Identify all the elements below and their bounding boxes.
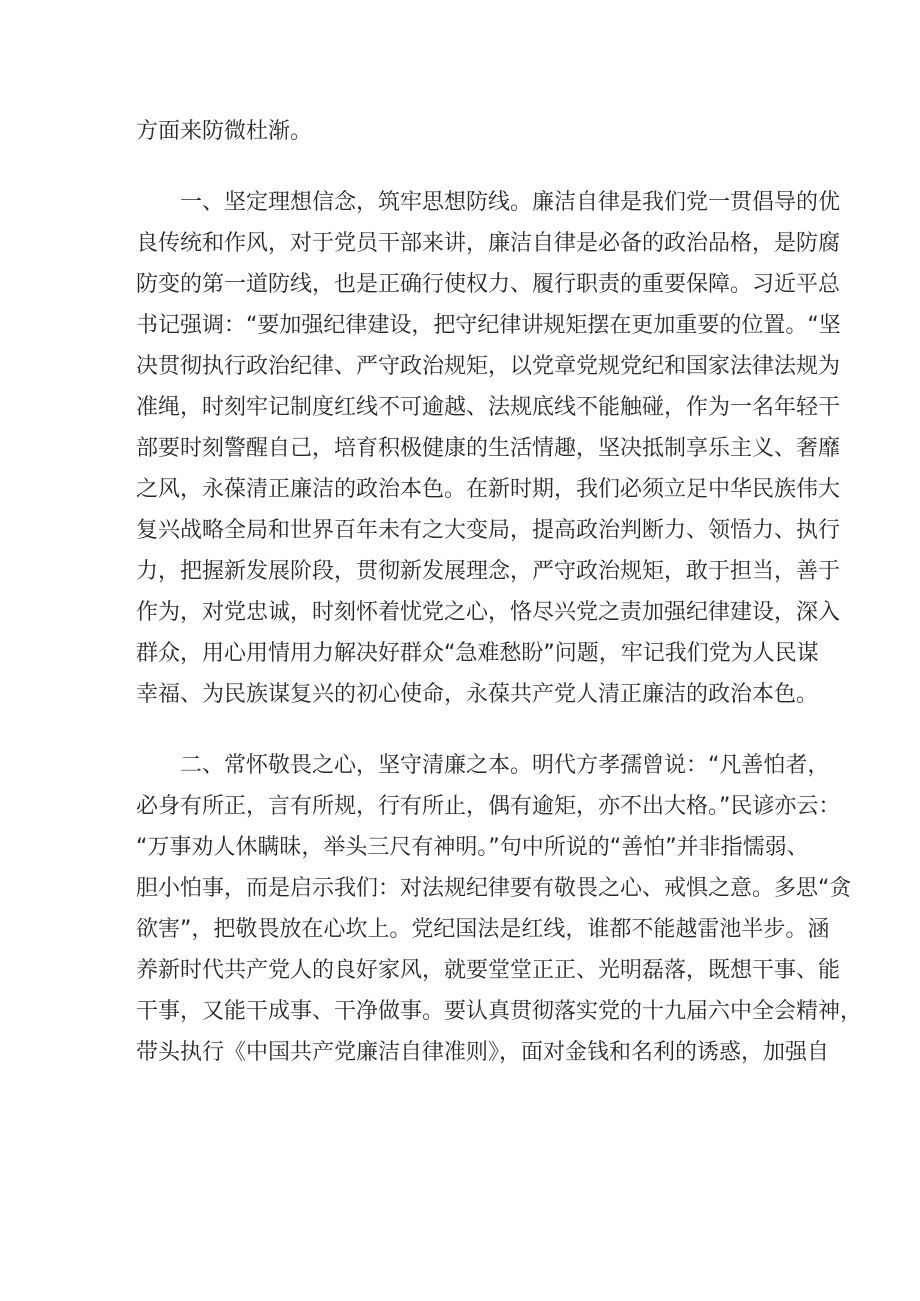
paragraph-1-line: 复兴战略全局和世界百年未有之大变局，提高政治判断力、领悟力、执行 <box>136 518 841 543</box>
paragraph-2-line: 欲害”，把敬畏放在心坎上。党纪国法是红线，谁都不能越雷池半步。涵 <box>136 917 830 942</box>
paragraph-2-line: 养新时代共产党人的良好家风，就要堂堂正正、光明磊落，既想干事、能 <box>136 958 841 983</box>
paragraph-1-line: 良传统和作风，对于党员干部来讲，廉洁自律是必备的政治品格，是防腐 <box>136 231 841 256</box>
paragraph-1-line: 之风，永葆清正廉洁的政治本色。在新时期，我们必须立足中华民族伟大 <box>136 477 841 502</box>
paragraph-1-line: 作为，对党忠诚，时刻怀着忧党之心，恪尽兴党之责加强纪律建设，深入 <box>136 600 841 625</box>
paragraph-1-line: 部要时刻警醒自己，培育积极健康的生活情趣，坚决抵制享乐主义、奢靡 <box>136 436 841 461</box>
paragraph-1-line: 群众，用心用情用力解决好群众“急难愁盼”问题，牢记我们党为人民谋 <box>136 641 819 666</box>
paragraph-1-line: 力，把握新发展阶段，贯彻新发展理念，严守政治规矩，敢于担当，善于 <box>136 559 841 584</box>
paragraph-1-line: 幸福、为民族谋复兴的初心使命，永葆共产党人清正廉洁的政治本色。 <box>136 682 819 707</box>
paragraph-1-line: 准绳，时刻牢记制度红线不可逾越、法规底线不能触碰，作为一名年轻干 <box>136 395 841 420</box>
paragraph-2-line: 带头执行《中国共产党廉洁自律准则》，面对金钱和名利的诱惑，加强自 <box>136 1040 830 1065</box>
paragraph-2-line: “万事劝人休瞒昧，举头三尺有神明。”句中所说的“善怕”并非指懦弱、 <box>136 835 809 860</box>
paragraph-2-line: 二、常怀敬畏之心，坚守清廉之本。明代方孝孺曾说：“凡善怕者， <box>180 753 830 778</box>
paragraph-2-line: 干事，又能干成事、干净做事。要认真贯彻落实党的十九届六中全会精神， <box>136 999 863 1024</box>
paragraph-1-line: 一、坚定理想信念，筑牢思想防线。廉洁自律是我们党一贯倡导的优 <box>180 190 841 215</box>
paragraph-2-line: 胆小怕事，而是启示我们：对法规纪律要有敬畏之心、戒惧之意。多思“贪 <box>136 876 852 901</box>
paragraph-1-line: 决贯彻执行政治纪律、严守政治规矩，以党章党规党纪和国家法律法规为 <box>136 354 841 379</box>
paragraph-1-line: 防变的第一道防线，也是正确行使权力、履行职责的重要保障。习近平总 <box>136 272 841 297</box>
paragraph-2-line: 必身有所正，言有所规，行有所止，偶有逾矩，亦不出大格。”民谚亦云： <box>136 794 841 819</box>
paragraph-1-line: 书记强调：“要加强纪律建设，把守纪律讲规矩摆在更加重要的位置。“坚 <box>136 313 841 338</box>
text-line: 方面来防微杜渐。 <box>136 119 313 144</box>
